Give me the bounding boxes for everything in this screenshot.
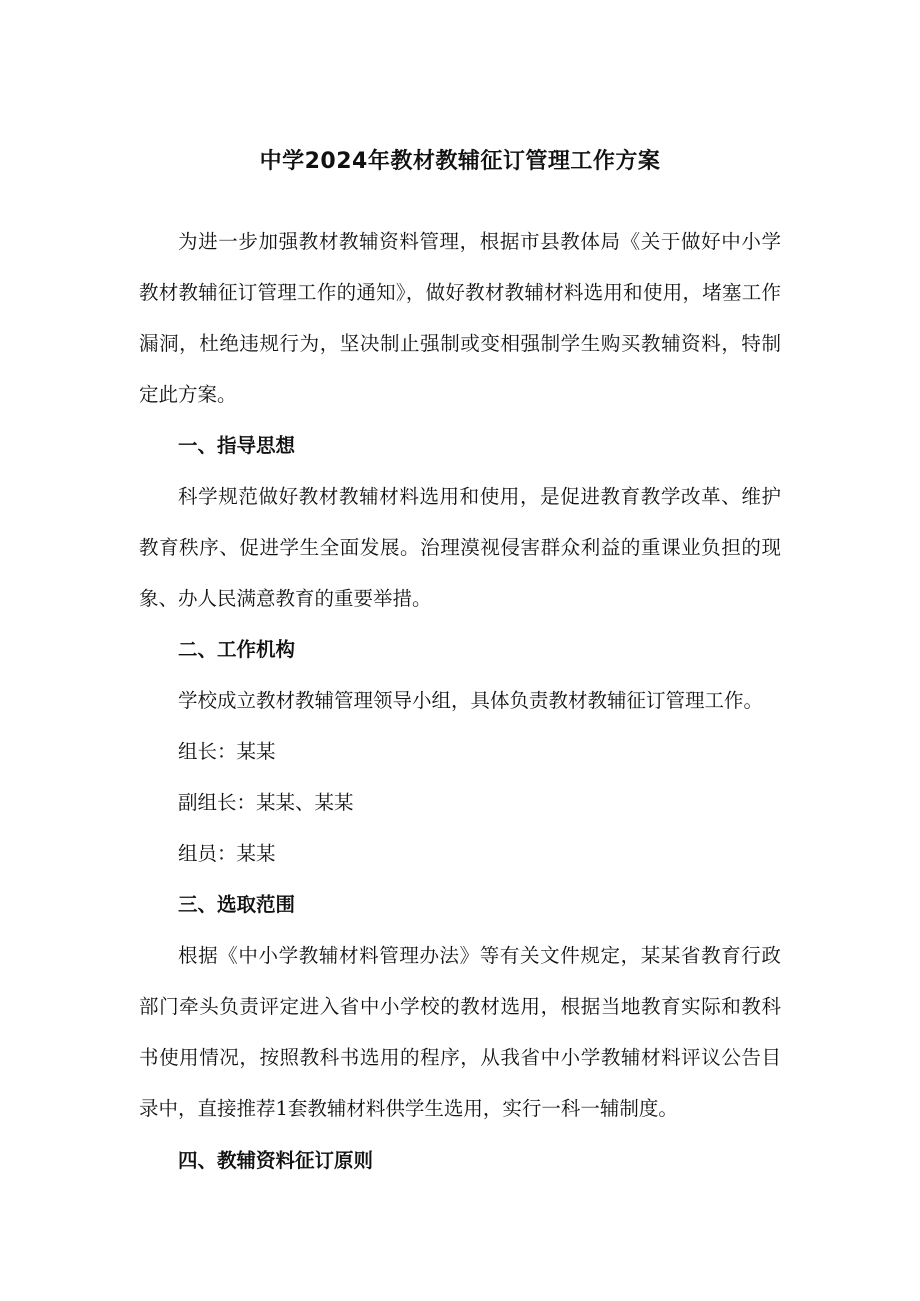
section-heading-ordering-principles: 四、教辅资料征订原则 <box>178 1149 374 1172</box>
selection-scope-paragraph: 根据《中小学教辅材料管理办法》等有关文件规定，某某省教育行政部门牵头负责评定进入省中小学校的教材选用，根据当地教育实际和教科书使用情况，按照教科书选用的程序，从我省中小学教辅材料评议公告目录中，直接推荐1套教辅材料供学生选用，实行一科一辅制度。 <box>139 944 781 1120</box>
deputy-leader-line: 副组长：某某、某某 <box>178 791 354 814</box>
section-heading-work-organization: 二、工作机构 <box>178 638 296 661</box>
guiding-thought-paragraph: 科学规范做好教材教辅材料选用和使用，是促进教育教学改革、维护教育秩序、促进学生全面发展。治理漠视侵害群众利益的重课业负担的现象、办人民满意教育的重要举措。 <box>139 485 781 610</box>
group-members-line: 组员：某某 <box>178 842 276 865</box>
work-organization-paragraph: 学校成立教材教辅管理领导小组，具体负责教材教辅征订管理工作。 <box>178 689 764 712</box>
document-title: 中学2024年教材教辅征订管理工作方案 <box>259 149 661 174</box>
intro-paragraph: 为进一步加强教材教辅资料管理，根据市县教体局《关于做好中小学教材教辅征订管理工作的通知》，做好教材教辅材料选用和使用，堵塞工作漏洞，杜绝违规行为，坚决制止强制或变相强制学生购买教辅资料，特制定此方案。 <box>139 230 781 406</box>
group-leader-line: 组长：某某 <box>178 740 276 763</box>
section-heading-selection-scope: 三、选取范围 <box>178 893 296 916</box>
section-heading-guiding-thought: 一、指导思想 <box>178 434 296 457</box>
